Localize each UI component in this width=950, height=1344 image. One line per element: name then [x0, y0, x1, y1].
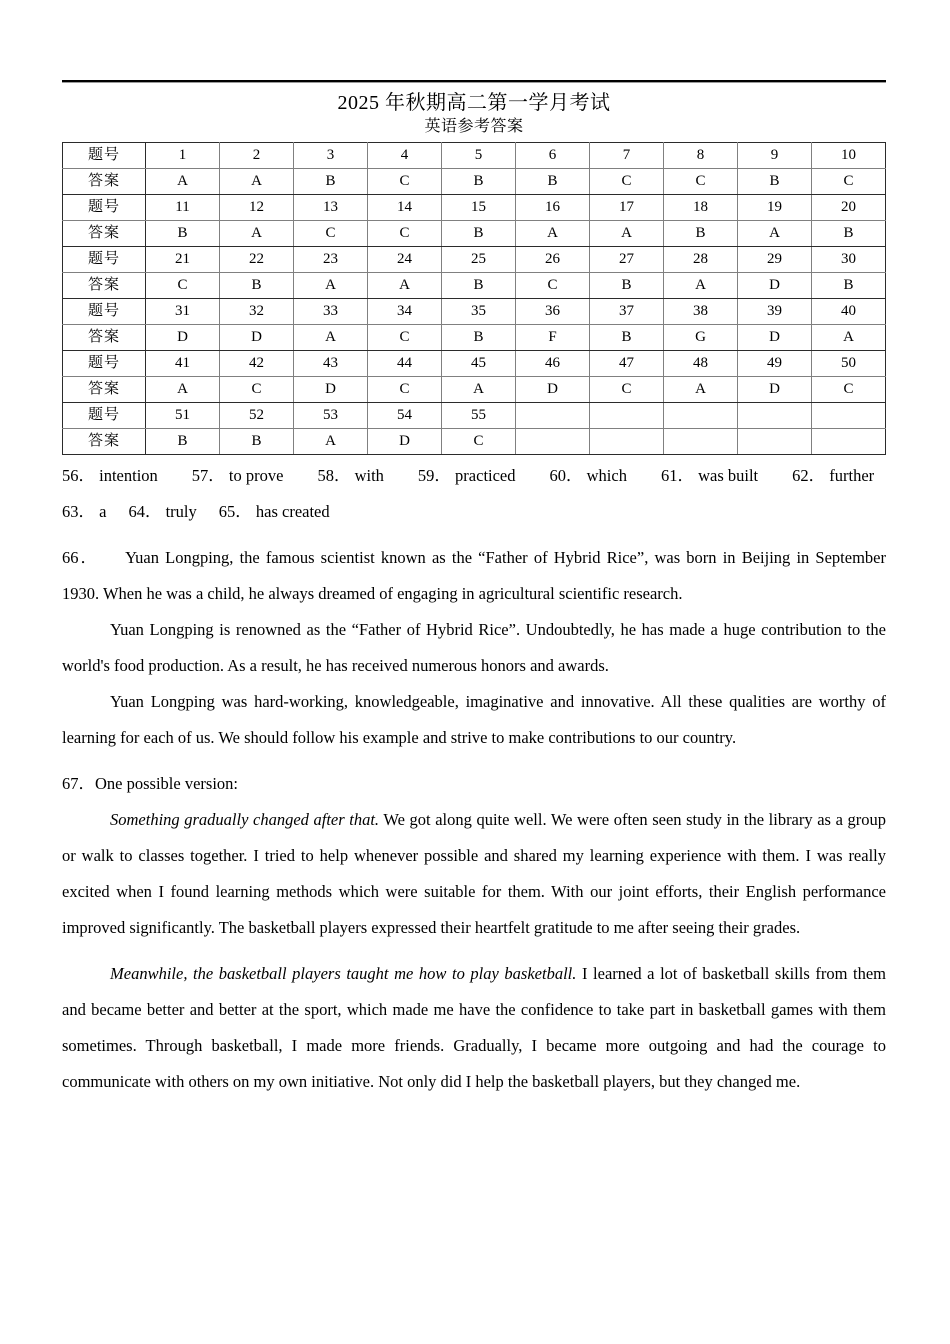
question-number-cell: 12	[220, 195, 294, 221]
row-label-question: 题号	[63, 299, 146, 325]
fill-in-number: 58．	[317, 466, 351, 485]
question-number-cell: 47	[590, 351, 664, 377]
answer-cell: F	[516, 325, 590, 351]
question-number-cell: 46	[516, 351, 590, 377]
answer-cell: D	[738, 377, 812, 403]
answer-cell: A	[812, 325, 886, 351]
answer-table-answer-row	[63, 325, 886, 351]
question-number-cell: 7	[590, 143, 664, 169]
row-label-answer: 答案	[63, 325, 146, 351]
answer-cell: B	[664, 221, 738, 247]
header-rule-thin	[62, 82, 886, 83]
fill-in-number: 64．	[128, 502, 162, 521]
question-number-cell: 51	[146, 403, 220, 429]
answer-cell: A	[738, 221, 812, 247]
question-67-heading-text: One possible version:	[95, 774, 238, 793]
question-number-cell: 44	[368, 351, 442, 377]
answer-cell: A	[146, 377, 220, 403]
fill-in-item	[192, 466, 284, 485]
question-number-cell: 39	[738, 299, 812, 325]
fill-in-answer: has created	[255, 502, 330, 521]
answer-cell: D	[368, 429, 442, 455]
row-label-answer: 答案	[63, 273, 146, 299]
answer-table-question-row	[63, 247, 886, 273]
answer-cell: B	[294, 169, 368, 195]
question-66-text-1: Yuan Longping, the famous scientist known as the “Father of Hybrid Rice”, was born in Beijing in September 1930. When he was a child, he always dreamed of engaging in agricultural scientific research.	[62, 548, 886, 603]
fill-in-line-1	[62, 458, 886, 494]
question-number-cell: 32	[220, 299, 294, 325]
question-67-italic-lead-1: Something gradually changed after that.	[110, 810, 380, 829]
fill-in-answer: intention	[99, 466, 158, 485]
question-number-cell: 29	[738, 247, 812, 273]
answer-cell: C	[442, 429, 516, 455]
fill-in-answer: with	[354, 466, 384, 485]
question-number-cell: 20	[812, 195, 886, 221]
answer-cell: B	[738, 169, 812, 195]
answer-cell: B	[220, 429, 294, 455]
answer-table-answer-row	[63, 221, 886, 247]
question-67-italic-lead-2: Meanwhile, the basketball players taught me how to play basketball.	[110, 964, 577, 983]
row-label-answer: 答案	[63, 169, 146, 195]
answer-cell: A	[294, 325, 368, 351]
question-number-cell: 11	[146, 195, 220, 221]
answer-cell: A	[590, 221, 664, 247]
answer-cell: A	[220, 221, 294, 247]
question-number-cell: 35	[442, 299, 516, 325]
fill-in-item	[128, 502, 196, 521]
question-67-body-1: We got along quite well. We were often seen study in the library as a group or walk to classes together. I tried to help whenever possible and shared my learning experience with them. I was really excited when I found learning methods which were suitable for them. With our joint efforts, their English performance improved significantly. The basketball players expressed their heartfelt gratitude to me after seeing their grades.	[62, 810, 886, 937]
answer-cell	[738, 429, 812, 455]
answer-cell	[590, 429, 664, 455]
fill-in-item	[792, 466, 874, 485]
question-number-cell: 55	[442, 403, 516, 429]
question-number-cell: 3	[294, 143, 368, 169]
answer-cell: C	[812, 169, 886, 195]
question-number-cell: 36	[516, 299, 590, 325]
question-number-cell: 50	[812, 351, 886, 377]
fill-in-answer: practiced	[455, 466, 516, 485]
fill-in-item	[317, 466, 383, 485]
question-number-cell	[664, 403, 738, 429]
question-number-cell: 40	[812, 299, 886, 325]
question-number-cell: 43	[294, 351, 368, 377]
question-66-number: 66．	[62, 548, 100, 567]
answer-table-answer-row	[63, 429, 886, 455]
fill-in-item	[219, 502, 330, 521]
answer-table-answer-row	[63, 169, 886, 195]
question-number-cell: 2	[220, 143, 294, 169]
question-number-cell: 6	[516, 143, 590, 169]
answer-cell: D	[738, 273, 812, 299]
page-subtitle: 英语参考答案	[424, 118, 524, 135]
fill-in-item	[418, 466, 516, 485]
fill-in-number: 65．	[218, 502, 252, 521]
fill-in-answer: was built	[698, 466, 759, 485]
answer-cell: D	[146, 325, 220, 351]
fill-in-answer: truly	[165, 502, 197, 521]
question-number-cell: 42	[220, 351, 294, 377]
answer-cell: C	[220, 377, 294, 403]
fill-in-answer: to prove	[228, 466, 284, 485]
question-number-cell: 48	[664, 351, 738, 377]
answer-cell: B	[516, 169, 590, 195]
question-67-heading	[62, 766, 886, 802]
fill-in-number: 61．	[660, 466, 694, 485]
answer-table-question-row	[63, 351, 886, 377]
answer-cell: C	[368, 377, 442, 403]
question-number-cell: 21	[146, 247, 220, 273]
question-number-cell: 41	[146, 351, 220, 377]
question-number-cell: 34	[368, 299, 442, 325]
answer-cell: D	[516, 377, 590, 403]
answer-cell: C	[590, 169, 664, 195]
question-number-cell: 8	[664, 143, 738, 169]
question-number-cell: 26	[516, 247, 590, 273]
fill-in-item	[661, 466, 758, 485]
question-number-cell: 33	[294, 299, 368, 325]
page-title: 2025 年秋期高二第一学月考试	[337, 92, 611, 114]
question-number-cell	[516, 403, 590, 429]
question-67-paragraph-2	[62, 956, 886, 1100]
fill-in-line-2	[62, 494, 886, 530]
answer-cell: B	[220, 273, 294, 299]
question-number-cell: 19	[738, 195, 812, 221]
question-number-cell: 45	[442, 351, 516, 377]
title-block	[62, 90, 886, 138]
row-label-question: 题号	[63, 351, 146, 377]
question-66-paragraph-2: Yuan Longping is renowned as the “Father of Hybrid Rice”. Undoubtedly, he has made a huge contribution to the world's food production. As a result, he has received numerous honors and awards.	[62, 620, 886, 675]
fill-in-number: 60．	[549, 466, 583, 485]
fill-in-number: 57．	[191, 466, 225, 485]
question-number-cell: 23	[294, 247, 368, 273]
question-67-paragraph-1	[62, 802, 886, 946]
question-number-cell: 38	[664, 299, 738, 325]
question-number-cell: 10	[812, 143, 886, 169]
answer-cell: D	[294, 377, 368, 403]
answer-table-answer-row	[63, 377, 886, 403]
row-label-question: 题号	[63, 247, 146, 273]
answer-cell: A	[442, 377, 516, 403]
answer-content	[62, 458, 886, 1100]
question-66-paragraph-1	[62, 540, 886, 612]
question-number-cell: 15	[442, 195, 516, 221]
answer-cell: B	[442, 325, 516, 351]
answer-cell: C	[664, 169, 738, 195]
question-number-cell: 17	[590, 195, 664, 221]
answer-table-container	[62, 142, 885, 455]
answer-cell: A	[368, 273, 442, 299]
question-66-paragraph-3: Yuan Longping was hard-working, knowledgeable, imaginative and innovative. All these qualities are worthy of learning for each of us. We should follow his example and strive to make contributions to our country.	[62, 692, 886, 747]
answer-cell: C	[812, 377, 886, 403]
question-number-cell	[590, 403, 664, 429]
answer-cell	[664, 429, 738, 455]
fill-in-item	[62, 502, 106, 521]
answer-cell: B	[146, 429, 220, 455]
answer-cell: D	[738, 325, 812, 351]
question-number-cell: 13	[294, 195, 368, 221]
answer-cell: C	[294, 221, 368, 247]
question-number-cell: 37	[590, 299, 664, 325]
answer-table-question-row	[63, 143, 886, 169]
answer-cell: A	[664, 377, 738, 403]
answer-cell: A	[664, 273, 738, 299]
row-label-question: 题号	[63, 143, 146, 169]
question-number-cell: 27	[590, 247, 664, 273]
row-label-question: 题号	[63, 403, 146, 429]
answer-cell: B	[590, 325, 664, 351]
fill-in-number: 56．	[62, 466, 95, 485]
question-number-cell: 9	[738, 143, 812, 169]
question-number-cell: 52	[220, 403, 294, 429]
row-label-answer: 答案	[63, 221, 146, 247]
question-number-cell: 18	[664, 195, 738, 221]
fill-in-number: 63．	[62, 502, 95, 521]
answer-cell: D	[220, 325, 294, 351]
answer-cell: B	[812, 221, 886, 247]
answer-cell: C	[516, 273, 590, 299]
answer-cell: B	[442, 169, 516, 195]
answer-cell: B	[146, 221, 220, 247]
answer-table-answer-row	[63, 273, 886, 299]
question-number-cell: 25	[442, 247, 516, 273]
question-number-cell: 24	[368, 247, 442, 273]
answer-table-question-row	[63, 403, 886, 429]
answer-table-question-row	[63, 299, 886, 325]
question-number-cell: 16	[516, 195, 590, 221]
fill-in-number: 62．	[792, 466, 826, 485]
answer-cell: A	[294, 429, 368, 455]
answer-cell: B	[812, 273, 886, 299]
fill-in-item	[62, 466, 158, 485]
answer-cell: G	[664, 325, 738, 351]
question-number-cell	[738, 403, 812, 429]
answer-cell: C	[368, 169, 442, 195]
answer-cell	[516, 429, 590, 455]
answer-cell: C	[590, 377, 664, 403]
fill-in-answer: which	[586, 466, 627, 485]
answer-cell: A	[146, 169, 220, 195]
row-label-answer: 答案	[63, 429, 146, 455]
question-67-number: 67．	[62, 774, 95, 793]
question-number-cell: 54	[368, 403, 442, 429]
question-67-body-2: I learned a lot of basketball skills from them and became better and better at the sport, which made me have the confidence to take part in basketball games with them sometimes. Through basketball, I made more friends. Gradually, I became more outgoing and had the courage to communicate with others on my own initiative. Not only did I help the basketball players, but they changed me.	[62, 964, 886, 1091]
answer-cell: B	[442, 221, 516, 247]
fill-in-answer: further	[829, 466, 875, 485]
header-rule	[62, 80, 886, 83]
question-number-cell: 5	[442, 143, 516, 169]
question-number-cell: 49	[738, 351, 812, 377]
answer-cell: B	[442, 273, 516, 299]
answer-cell: A	[294, 273, 368, 299]
row-label-answer: 答案	[63, 377, 146, 403]
question-number-cell: 4	[368, 143, 442, 169]
question-number-cell	[812, 403, 886, 429]
question-number-cell: 14	[368, 195, 442, 221]
answer-cell: A	[220, 169, 294, 195]
question-number-cell: 22	[220, 247, 294, 273]
answer-cell: C	[368, 221, 442, 247]
question-number-cell: 53	[294, 403, 368, 429]
fill-in-item	[550, 466, 627, 485]
answer-cell: C	[368, 325, 442, 351]
answer-table-question-row	[63, 195, 886, 221]
question-number-cell: 1	[146, 143, 220, 169]
answer-cell	[812, 429, 886, 455]
answer-cell: A	[516, 221, 590, 247]
question-number-cell: 28	[664, 247, 738, 273]
question-number-cell: 31	[146, 299, 220, 325]
row-label-question: 题号	[63, 195, 146, 221]
answer-cell: C	[146, 273, 220, 299]
fill-in-answer: a	[99, 502, 107, 521]
answer-table	[62, 142, 886, 455]
fill-in-number: 59．	[417, 466, 451, 485]
answer-cell: B	[590, 273, 664, 299]
question-number-cell: 30	[812, 247, 886, 273]
